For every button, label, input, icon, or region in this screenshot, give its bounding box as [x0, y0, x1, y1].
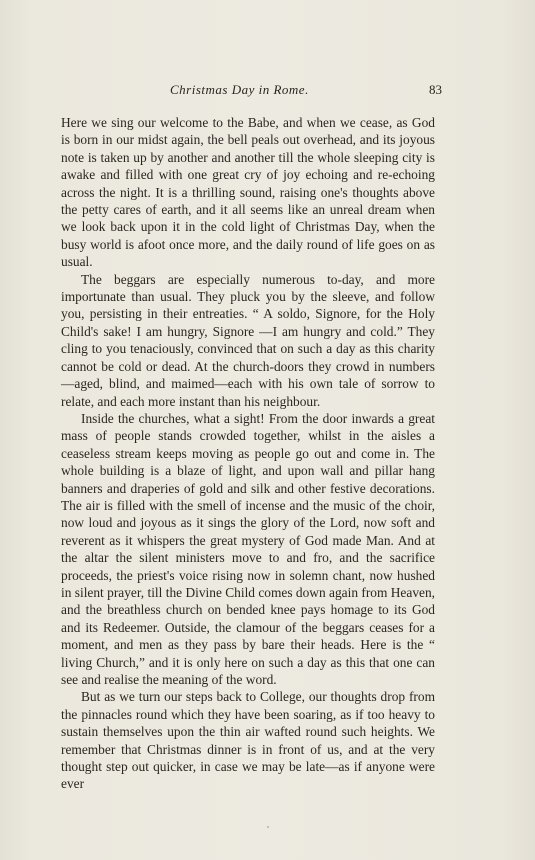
paragraph: Here we sing our welcome to the Babe, and when we cease, as God is born in our midst again, the bell peals out overhead, and its joyous note is taken up by another and another till the whole sleeping city is awake and filled with one great cry of joy echoing and re-echoing across the night. It is a thrilling sound, raising one's thoughts above the petty cares of earth, and it all seems like an unreal dream when we look back upon it in the cold light of Christmas Day, when the busy world is afoot once more, and the daily round of life goes on as usual. — [61, 115, 435, 270]
running-title: Christmas Day in Rome. — [170, 82, 309, 97]
paragraph: The beggars are especially numerous to-day, and more importunate than usual. They pluck you by the sleeve, and follow you, persisting in their entreaties. “ A soldo, Signore, for the Holy Child's sake! I am hungry, Signore —I am hungry and cold.” They cling to you tenaciously, convinced that on such a day as this charity cannot be cold or dead. At the church-doors they crowd in numbers—aged, blind, and maimed—each with his own tale of sorrow to relate, and each more instant than his neighbour. — [61, 271, 435, 409]
paper-speck — [267, 826, 269, 828]
paragraph: But as we turn our steps back to College, our thoughts drop from the pinnacles round which they have been soaring, as if too heavy to sustain themselves upon the thin air wafted round such heights. We remember that Christmas dinner is in front of us, and at the very thought step out quicker, in case we may be late—as if anyone were ever — [61, 689, 435, 792]
body-text — [61, 114, 435, 793]
page-number: 83 — [429, 82, 442, 97]
paragraph: Inside the churches, what a sight! From the door inwards a great mass of people stands crowded together, whilst in the aisles a ceaseless stream keeps moving as people go out and come in. The whole building is a blaze of light, and upon wall and pillar hang banners and draperies of gold and silk and other festive decorations. The air is filled with the smell of incense and the music of the choir, now loud and joyous as it sings the glory of the Lord, now soft and reverent as it whispers the great mystery of God made Man. And at the altar the silent ministers move to and fro, and the sacrifice proceeds, the priest's voice rising now in solemn chant, now hushed in silent prayer, till the Divine Child comes down again from Heaven, and the breathless church on bended knee pays homage to its God and its Redeemer. Outside, the clamour of the beggars ceases for a moment, and men as they pass by bare their heads. Here is the “ living Church,” and it is only here on such a day as this that one can see and realise the meaning of the word. — [61, 410, 435, 687]
